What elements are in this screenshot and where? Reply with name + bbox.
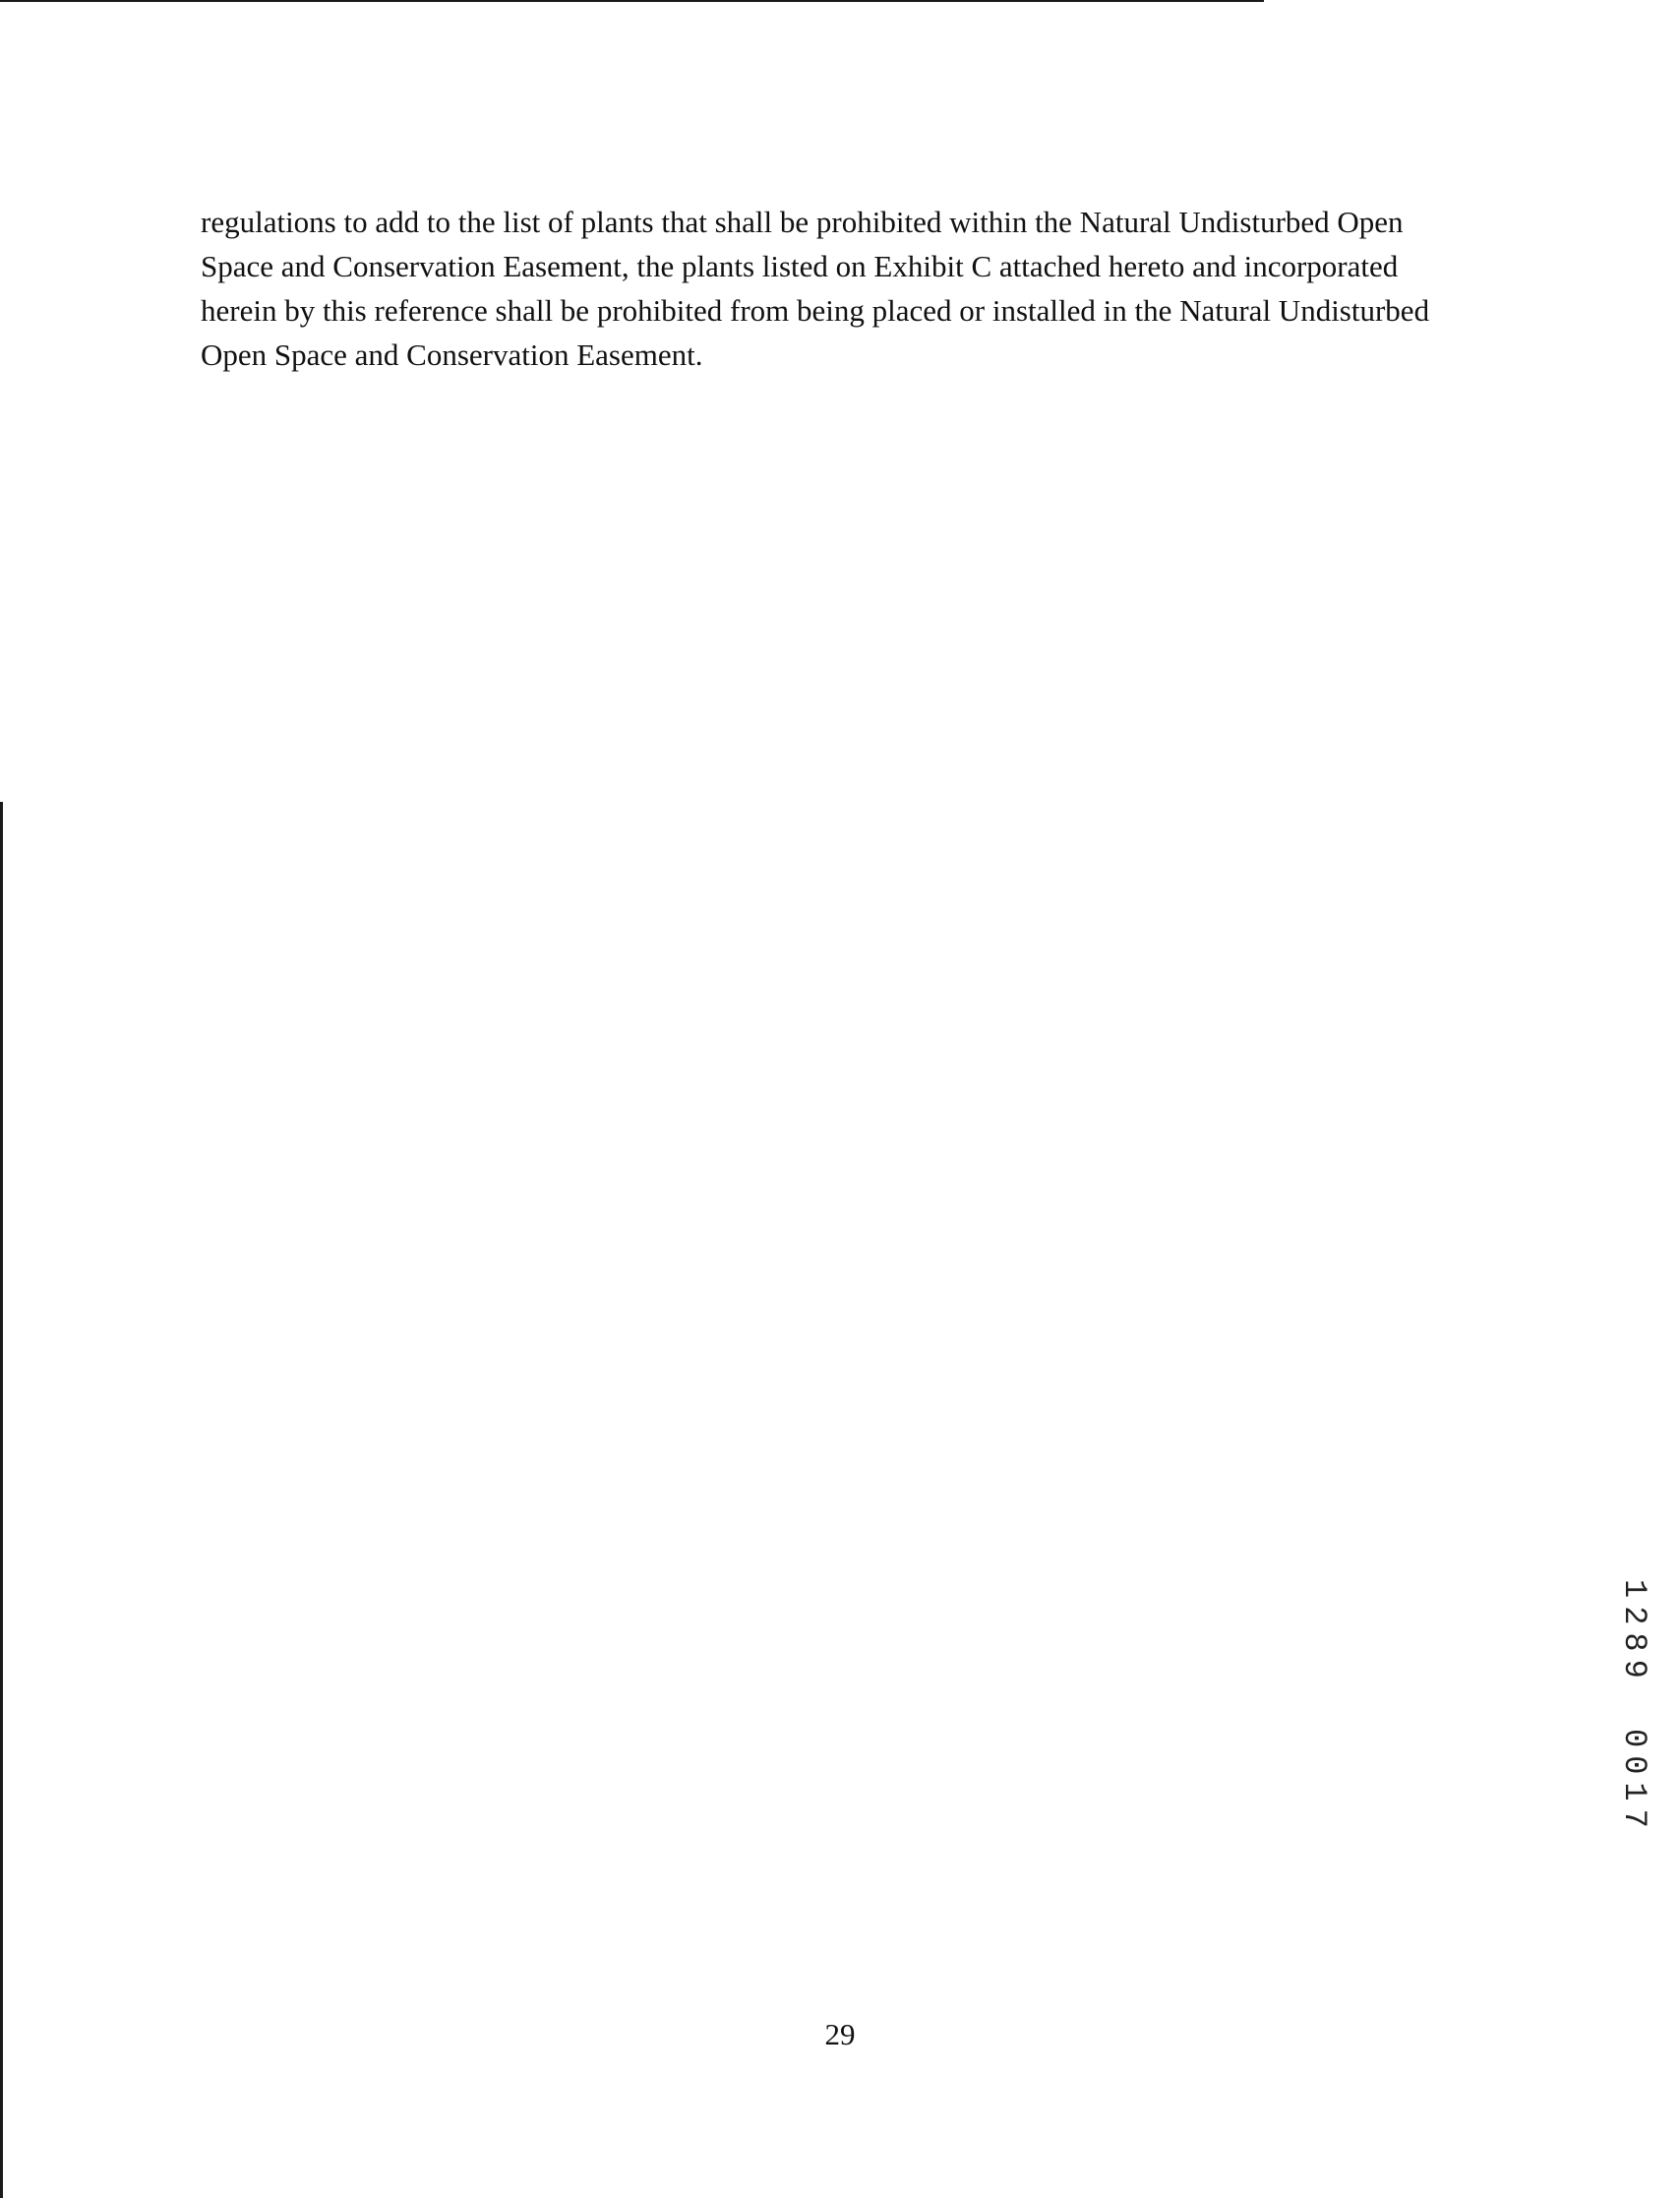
recording-number-stamp bbox=[1605, 1579, 1664, 1864]
recording-number-part1: 1289 bbox=[1616, 1579, 1652, 1686]
paragraph-line: regulations to add to the list of plants that shall be prohibited within the Natural Undisturbed Open bbox=[201, 205, 1404, 239]
recording-number-part2: 0017 bbox=[1616, 1729, 1652, 1836]
paragraph-line: herein by this reference shall be prohibited from being placed or installed in the Natural Undisturbed bbox=[201, 293, 1430, 328]
scan-border-top bbox=[0, 0, 1264, 2]
scan-border-left bbox=[0, 802, 3, 2198]
paragraph-line: Space and Conservation Easement, the plants listed on Exhibit C attached hereto and incorporated bbox=[201, 249, 1399, 283]
page-number: 29 bbox=[824, 2017, 856, 2051]
paragraph-line: Open Space and Conservation Easement. bbox=[201, 337, 703, 372]
body-paragraph bbox=[201, 200, 1479, 377]
